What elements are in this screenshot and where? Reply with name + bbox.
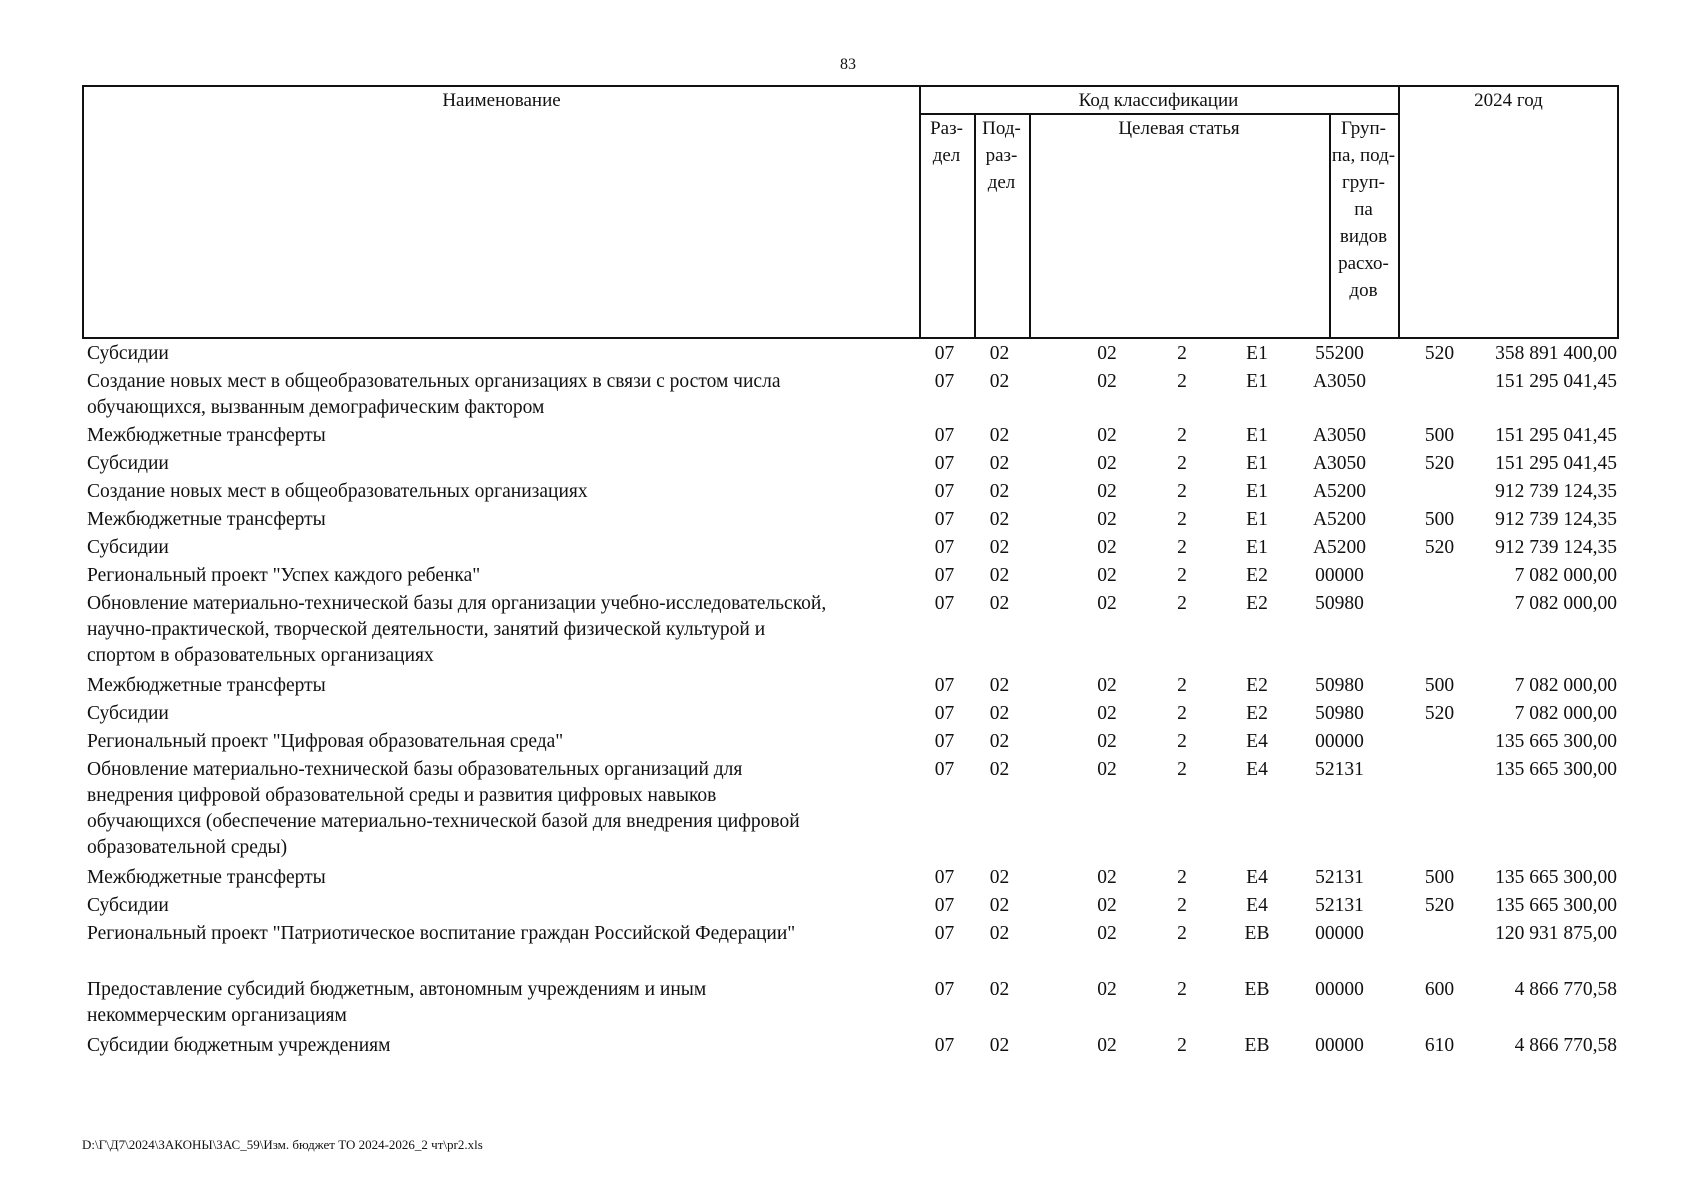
row-target-code: А3050 bbox=[1312, 453, 1367, 474]
row-target-program: 02 bbox=[1097, 759, 1117, 780]
row-razdel: 07 bbox=[934, 1035, 955, 1056]
row-target-program: 02 bbox=[1097, 703, 1117, 724]
row-target-type: 2 bbox=[1177, 565, 1187, 586]
row-target-program: 02 bbox=[1097, 979, 1117, 1000]
row-target-project: E1 bbox=[1246, 481, 1268, 502]
row-name: Межбюджетные трансферты bbox=[87, 867, 326, 888]
row-target-project: E2 bbox=[1246, 675, 1268, 696]
row-target-program: 02 bbox=[1097, 867, 1117, 888]
row-amount: 358 891 400,00 bbox=[1495, 343, 1617, 364]
row-target-code: 52131 bbox=[1315, 759, 1364, 780]
row-expense-type: 500 bbox=[1424, 675, 1455, 696]
row-expense-type: 610 bbox=[1424, 1035, 1455, 1056]
table-row bbox=[82, 977, 1619, 1033]
row-podrazdel: 02 bbox=[989, 593, 1010, 614]
row-name: Межбюджетные трансферты bbox=[87, 509, 326, 530]
row-target-type: 2 bbox=[1177, 675, 1187, 696]
row-razdel: 07 bbox=[934, 453, 955, 474]
row-target-project: E2 bbox=[1246, 703, 1268, 724]
row-amount: 135 665 300,00 bbox=[1495, 731, 1617, 752]
row-target-project: EB bbox=[1244, 1035, 1270, 1056]
row-podrazdel: 02 bbox=[989, 537, 1010, 558]
row-target-program: 02 bbox=[1097, 371, 1117, 392]
row-target-program: 02 bbox=[1097, 923, 1117, 944]
row-name: Субсидии bbox=[87, 343, 169, 364]
row-expense-type: 520 bbox=[1424, 537, 1455, 558]
row-razdel: 07 bbox=[934, 867, 955, 888]
row-target-program: 02 bbox=[1097, 731, 1117, 752]
row-podrazdel: 02 bbox=[989, 923, 1010, 944]
row-amount: 135 665 300,00 bbox=[1495, 759, 1617, 780]
header-name: Наименование bbox=[442, 90, 561, 111]
row-target-code: 50980 bbox=[1315, 703, 1364, 724]
row-target-project: E2 bbox=[1246, 565, 1268, 586]
table-row bbox=[82, 757, 1619, 865]
row-podrazdel: 02 bbox=[989, 481, 1010, 502]
header-classification-code: Код классификации bbox=[1078, 90, 1239, 111]
row-target-program: 02 bbox=[1097, 481, 1117, 502]
row-target-type: 2 bbox=[1177, 425, 1187, 446]
row-target-project: E1 bbox=[1246, 537, 1268, 558]
table-row bbox=[82, 865, 1619, 893]
row-amount: 151 295 041,45 bbox=[1495, 425, 1617, 446]
table-row bbox=[82, 1033, 1619, 1061]
row-target-program: 02 bbox=[1097, 343, 1117, 364]
row-podrazdel: 02 bbox=[989, 867, 1010, 888]
row-name: Обновление материально-технической базы образовательных организаций для внедрения цифровой образовательной среды и развития цифровых навыков обучающихся (обеспечение материально-технической базой для внедрения цифровой образовательной среды) bbox=[87, 759, 800, 858]
row-razdel: 07 bbox=[934, 759, 955, 780]
row-target-type: 2 bbox=[1177, 1035, 1187, 1056]
row-target-project: E4 bbox=[1246, 731, 1268, 752]
row-name: Субсидии bbox=[87, 703, 169, 724]
row-target-program: 02 bbox=[1097, 425, 1117, 446]
row-podrazdel: 02 bbox=[989, 895, 1010, 916]
row-target-project: E4 bbox=[1246, 895, 1268, 916]
table-row bbox=[82, 563, 1619, 591]
row-amount: 120 931 875,00 bbox=[1495, 923, 1617, 944]
row-razdel: 07 bbox=[934, 425, 955, 446]
header-target-article: Целевая статья bbox=[1118, 118, 1240, 139]
row-name: Региональный проект "Патриотическое воспитание граждан Российской Федерации" bbox=[87, 923, 796, 944]
row-target-program: 02 bbox=[1097, 509, 1117, 530]
row-expense-type: 520 bbox=[1424, 703, 1455, 724]
row-razdel: 07 bbox=[934, 923, 955, 944]
row-amount: 151 295 041,45 bbox=[1495, 371, 1617, 392]
row-target-type: 2 bbox=[1177, 923, 1187, 944]
row-amount: 7 082 000,00 bbox=[1514, 565, 1617, 586]
row-podrazdel: 02 bbox=[989, 453, 1010, 474]
row-amount: 7 082 000,00 bbox=[1514, 593, 1617, 614]
row-podrazdel: 02 bbox=[989, 343, 1010, 364]
row-razdel: 07 bbox=[934, 343, 955, 364]
row-target-type: 2 bbox=[1177, 979, 1187, 1000]
row-amount: 912 739 124,35 bbox=[1495, 509, 1617, 530]
row-target-type: 2 bbox=[1177, 759, 1187, 780]
row-amount: 151 295 041,45 bbox=[1495, 453, 1617, 474]
row-podrazdel: 02 bbox=[989, 1035, 1010, 1056]
row-amount: 135 665 300,00 bbox=[1495, 867, 1617, 888]
row-name: Региональный проект "Успех каждого ребенка" bbox=[87, 565, 481, 586]
row-expense-type: 600 bbox=[1424, 979, 1455, 1000]
row-name: Межбюджетные трансферты bbox=[87, 425, 326, 446]
row-razdel: 07 bbox=[934, 371, 955, 392]
table-row bbox=[82, 729, 1619, 757]
file-path-footer: D:\Г\Д7\2024\ЗАКОНЫ\ЗАС_59\Изм. бюджет ТО 2024-2026_2 чт\pr2.xls bbox=[82, 1137, 483, 1152]
page-number: 83 bbox=[840, 56, 856, 73]
row-target-code: 52131 bbox=[1315, 895, 1364, 916]
row-target-type: 2 bbox=[1177, 453, 1187, 474]
row-razdel: 07 bbox=[934, 481, 955, 502]
row-razdel: 07 bbox=[934, 703, 955, 724]
row-target-type: 2 bbox=[1177, 703, 1187, 724]
table-row bbox=[82, 591, 1619, 673]
row-target-project: EB bbox=[1244, 923, 1270, 944]
row-amount: 912 739 124,35 bbox=[1495, 537, 1617, 558]
row-target-type: 2 bbox=[1177, 731, 1187, 752]
row-target-type: 2 bbox=[1177, 371, 1187, 392]
table-row bbox=[82, 507, 1619, 535]
row-target-type: 2 bbox=[1177, 593, 1187, 614]
row-target-code: 00000 bbox=[1315, 565, 1364, 586]
row-target-program: 02 bbox=[1097, 895, 1117, 916]
row-expense-type: 520 bbox=[1424, 453, 1455, 474]
row-target-program: 02 bbox=[1097, 1035, 1117, 1056]
row-target-program: 02 bbox=[1097, 453, 1117, 474]
row-target-project: E1 bbox=[1246, 343, 1268, 364]
row-name: Субсидии bbox=[87, 453, 169, 474]
table-row bbox=[82, 479, 1619, 507]
row-name: Субсидии bbox=[87, 895, 169, 916]
row-expense-type: 520 bbox=[1424, 895, 1455, 916]
row-amount: 7 082 000,00 bbox=[1514, 675, 1617, 696]
row-target-project: E1 bbox=[1246, 425, 1268, 446]
table-row bbox=[82, 369, 1619, 423]
row-target-code: 50980 bbox=[1315, 675, 1364, 696]
row-name: Региональный проект "Цифровая образовательная среда" bbox=[87, 731, 564, 752]
table-row bbox=[82, 673, 1619, 701]
row-target-project: E1 bbox=[1246, 509, 1268, 530]
row-amount: 4 866 770,58 bbox=[1514, 979, 1617, 1000]
row-podrazdel: 02 bbox=[989, 731, 1010, 752]
row-target-type: 2 bbox=[1177, 343, 1187, 364]
table-row bbox=[82, 701, 1619, 729]
row-target-program: 02 bbox=[1097, 537, 1117, 558]
row-target-program: 02 bbox=[1097, 565, 1117, 586]
row-name: Предоставление субсидий бюджетным, автономным учреждениям и иным некоммерческим организациям bbox=[87, 979, 707, 1026]
row-target-code: 55200 bbox=[1315, 343, 1364, 364]
row-target-project: E4 bbox=[1246, 759, 1268, 780]
row-amount: 7 082 000,00 bbox=[1514, 703, 1617, 724]
row-name: Межбюджетные трансферты bbox=[87, 675, 326, 696]
header-divider bbox=[1029, 113, 1031, 337]
row-target-type: 2 bbox=[1177, 895, 1187, 916]
row-name: Субсидии бюджетным учреждениям bbox=[87, 1035, 391, 1056]
row-razdel: 07 bbox=[934, 675, 955, 696]
row-expense-type: 500 bbox=[1424, 509, 1455, 530]
row-podrazdel: 02 bbox=[989, 703, 1010, 724]
table-header bbox=[82, 85, 1619, 339]
row-name: Создание новых мест в общеобразовательных организациях bbox=[87, 481, 588, 502]
row-razdel: 07 bbox=[934, 895, 955, 916]
row-expense-type: 500 bbox=[1424, 867, 1455, 888]
row-expense-type: 520 bbox=[1424, 343, 1455, 364]
row-podrazdel: 02 bbox=[989, 979, 1010, 1000]
row-amount: 4 866 770,58 bbox=[1514, 1035, 1617, 1056]
row-target-code: 00000 bbox=[1315, 979, 1364, 1000]
row-target-type: 2 bbox=[1177, 537, 1187, 558]
row-target-code: 52131 bbox=[1315, 867, 1364, 888]
header-podrazdel: Под- раз- дел bbox=[982, 118, 1021, 193]
row-target-type: 2 bbox=[1177, 481, 1187, 502]
row-podrazdel: 02 bbox=[989, 759, 1010, 780]
row-name: Обновление материально-технической базы для организации учебно-исследовательской, научно-практической, творческой деятельности, занятий физической культурой и спортом в образовательных организациях bbox=[87, 593, 827, 666]
row-target-project: E1 bbox=[1246, 453, 1268, 474]
row-razdel: 07 bbox=[934, 593, 955, 614]
row-expense-type: 500 bbox=[1424, 425, 1455, 446]
table-row bbox=[82, 893, 1619, 921]
row-podrazdel: 02 bbox=[989, 425, 1010, 446]
row-razdel: 07 bbox=[934, 509, 955, 530]
row-amount: 135 665 300,00 bbox=[1495, 895, 1617, 916]
row-target-project: E4 bbox=[1246, 867, 1268, 888]
row-target-code: 00000 bbox=[1315, 923, 1364, 944]
row-podrazdel: 02 bbox=[989, 371, 1010, 392]
header-vr-group: Груп- па, под- груп- па видов расхо- дов bbox=[1331, 118, 1396, 301]
row-target-code: 00000 bbox=[1315, 1035, 1364, 1056]
row-target-project: EB bbox=[1244, 979, 1270, 1000]
row-target-code: А5200 bbox=[1312, 509, 1367, 530]
table-row bbox=[82, 423, 1619, 451]
row-target-code: 50980 bbox=[1315, 593, 1364, 614]
row-podrazdel: 02 bbox=[989, 565, 1010, 586]
row-name: Субсидии bbox=[87, 537, 169, 558]
row-razdel: 07 bbox=[934, 565, 955, 586]
row-target-code: А5200 bbox=[1312, 481, 1367, 502]
row-target-project: E1 bbox=[1246, 371, 1268, 392]
header-divider bbox=[1398, 87, 1400, 337]
row-razdel: 07 bbox=[934, 731, 955, 752]
header-year: 2024 год bbox=[1474, 90, 1543, 111]
table-row bbox=[82, 535, 1619, 563]
row-target-type: 2 bbox=[1177, 867, 1187, 888]
row-podrazdel: 02 bbox=[989, 675, 1010, 696]
row-target-code: А3050 bbox=[1312, 371, 1367, 392]
row-target-type: 2 bbox=[1177, 509, 1187, 530]
row-target-code: 00000 bbox=[1315, 731, 1364, 752]
table-row bbox=[82, 451, 1619, 479]
header-razdel: Раз- дел bbox=[930, 118, 963, 166]
row-razdel: 07 bbox=[934, 979, 955, 1000]
row-target-code: А5200 bbox=[1312, 537, 1367, 558]
row-amount: 912 739 124,35 bbox=[1495, 481, 1617, 502]
row-target-code: А3050 bbox=[1312, 425, 1367, 446]
table-row bbox=[82, 921, 1619, 977]
row-podrazdel: 02 bbox=[989, 509, 1010, 530]
row-target-program: 02 bbox=[1097, 675, 1117, 696]
row-name: Создание новых мест в общеобразовательных организациях в связи с ростом числа обучающихся, вызванным демографическим фактором bbox=[87, 371, 781, 418]
table-row bbox=[82, 341, 1619, 369]
row-target-program: 02 bbox=[1097, 593, 1117, 614]
row-target-project: E2 bbox=[1246, 593, 1268, 614]
table-body bbox=[82, 341, 1619, 1061]
row-razdel: 07 bbox=[934, 537, 955, 558]
